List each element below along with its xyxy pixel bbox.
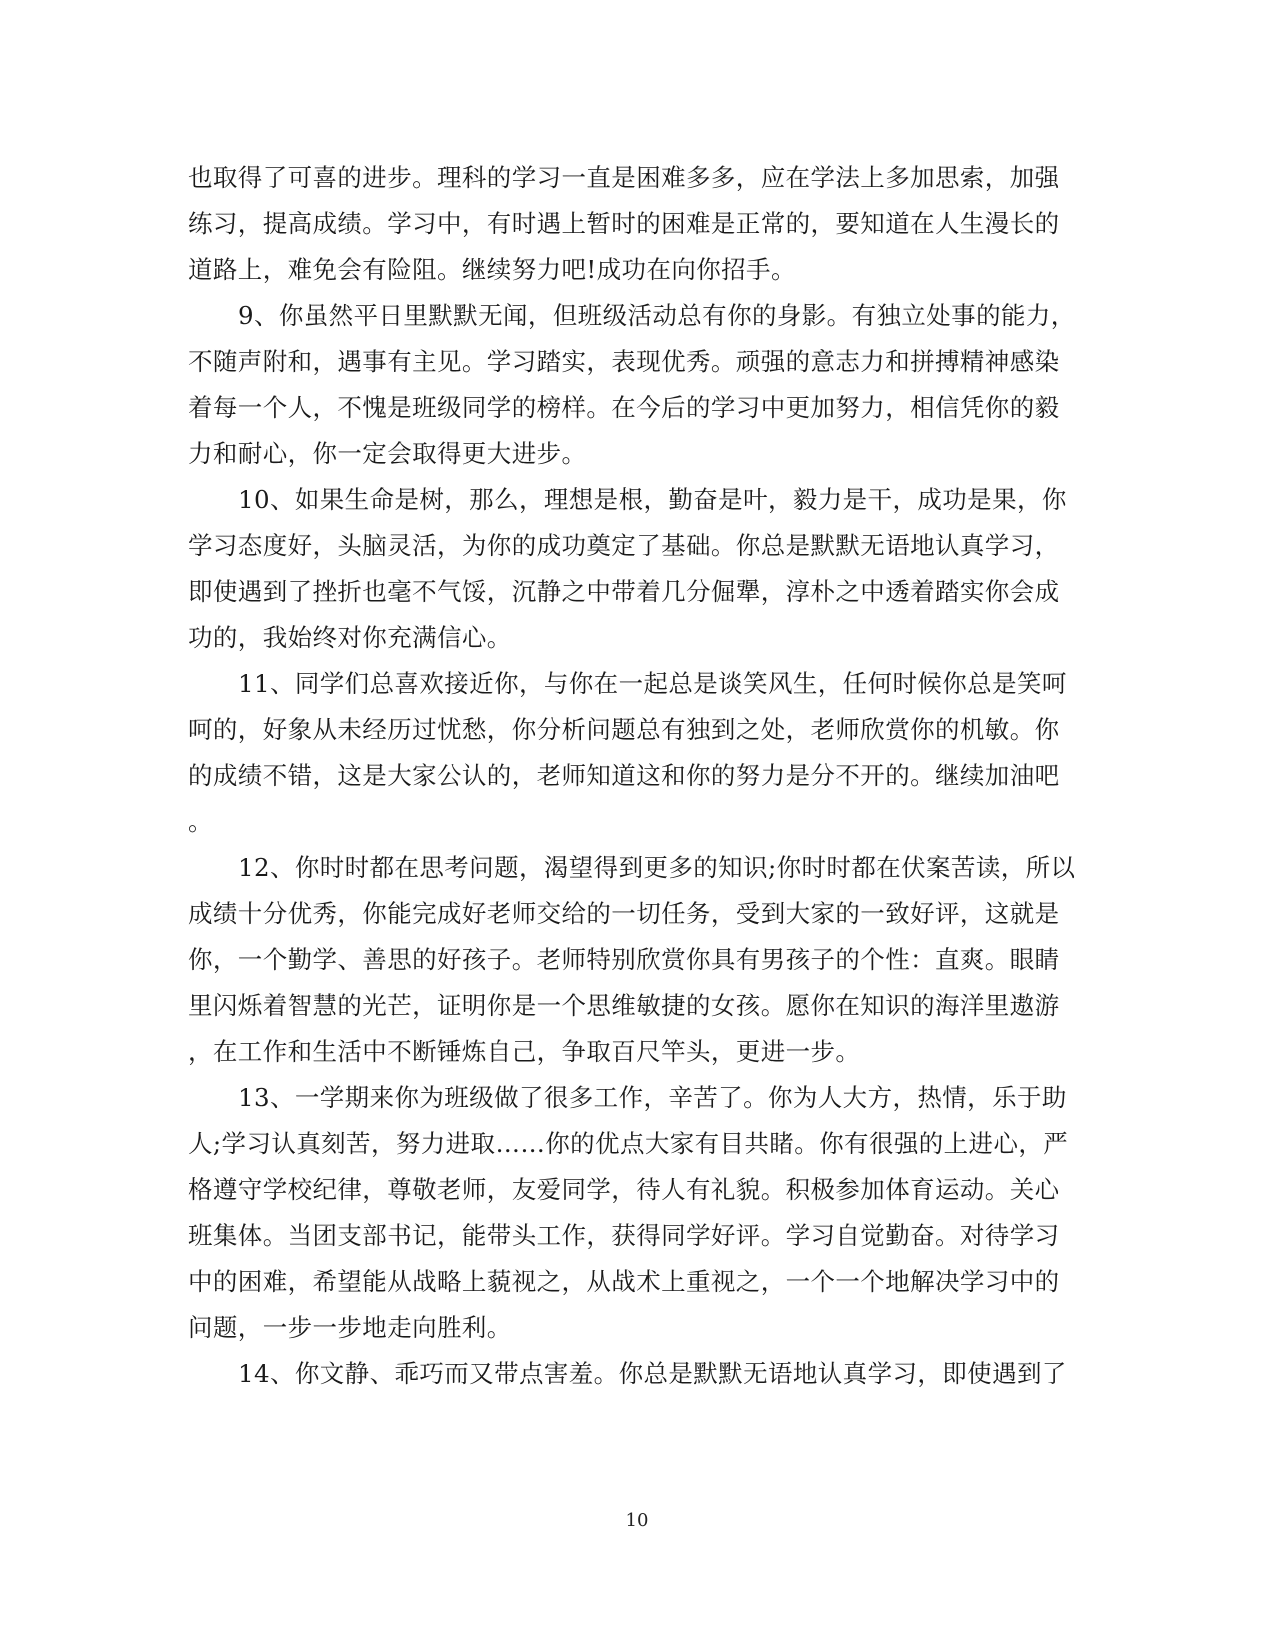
text-line: 功的，我始终对你充满信心。 [188, 623, 512, 652]
paragraph-start-10: 10、如果生命是树，那么，理想是根，勤奋是叶，毅力是干，成功是果，你 [238, 485, 1067, 514]
text-line: 即使遇到了挫折也毫不气馁，沉静之中带着几分倔犟，淳朴之中透着踏实你会成 [188, 577, 1060, 606]
text-line: 中的困难，希望能从战略上藐视之，从战术上重视之，一个一个地解决学习中的 [188, 1267, 1060, 1296]
text-line: 练习，提高成绩。学习中，有时遇上暂时的困难是正常的，要知道在人生漫长的 [188, 209, 1060, 238]
text-line: 的成绩不错，这是大家公认的，老师知道这和你的努力是分不开的。继续加油吧 [188, 761, 1060, 790]
paragraph-start-11: 11、同学们总喜欢接近你，与你在一起总是谈笑风生，任何时候你总是笑呵 [238, 669, 1067, 698]
text-line: 里闪烁着智慧的光芒，证明你是一个思维敏捷的女孩。愿你在知识的海洋里遨游 [188, 991, 1060, 1020]
text-line: 成绩十分优秀，你能完成好老师交给的一切任务，受到大家的一致好评，这就是 [188, 899, 1060, 928]
paragraph-start-12: 12、你时时都在思考问题，渴望得到更多的知识;你时时都在伏案苦读，所以 [238, 853, 1076, 882]
text-line: 格遵守学校纪律，尊敬老师，友爱同学，待人有礼貌。积极参加体育运动。关心 [188, 1175, 1060, 1204]
paragraph-start-14: 14、你文静、乖巧而又带点害羞。你总是默默无语地认真学习，即使遇到了 [238, 1359, 1067, 1388]
text-line: 。 [188, 807, 213, 836]
text-line: ，在工作和生活中不断锤炼自己，争取百尺竿头，更进一步。 [188, 1037, 861, 1066]
text-line: 力和耐心，你一定会取得更大进步。 [188, 439, 587, 468]
text-line: 班集体。当团支部书记，能带头工作，获得同学好评。学习自觉勤奋。对待学习 [188, 1221, 1060, 1250]
text-line: 不随声附和，遇事有主见。学习踏实，表现优秀。顽强的意志力和拼搏精神感染 [188, 347, 1060, 376]
page-number: 10 [625, 1510, 649, 1531]
text-line: 呵的，好象从未经历过忧愁，你分析问题总有独到之处，老师欣赏你的机敏。你 [188, 715, 1060, 744]
text-line: 也取得了可喜的进步。理科的学习一直是困难多多，应在学法上多加思索，加强 [188, 163, 1060, 192]
paragraph-start-9: 9、你虽然平日里默默无闻，但班级活动总有你的身影。有独立处事的能力， [238, 301, 1076, 330]
text-line: 问题，一步一步地走向胜利。 [188, 1313, 512, 1342]
text-line: 你，一个勤学、善思的好孩子。老师特别欣赏你具有男孩子的个性：直爽。眼睛 [188, 945, 1060, 974]
text-line: 人;学习认真刻苦，努力进取……你的优点大家有目共睹。你有很强的上进心，严 [188, 1129, 1069, 1158]
paragraph-start-13: 13、一学期来你为班级做了很多工作，辛苦了。你为人大方，热情，乐于助 [238, 1083, 1067, 1112]
text-line: 着每一个人，不愧是班级同学的榜样。在今后的学习中更加努力，相信凭你的毅 [188, 393, 1060, 422]
text-line: 道路上，难免会有险阻。继续努力吧!成功在向你招手。 [188, 255, 796, 284]
text-line: 学习态度好，头脑灵活，为你的成功奠定了基础。你总是默默无语地认真学习， [188, 531, 1060, 560]
